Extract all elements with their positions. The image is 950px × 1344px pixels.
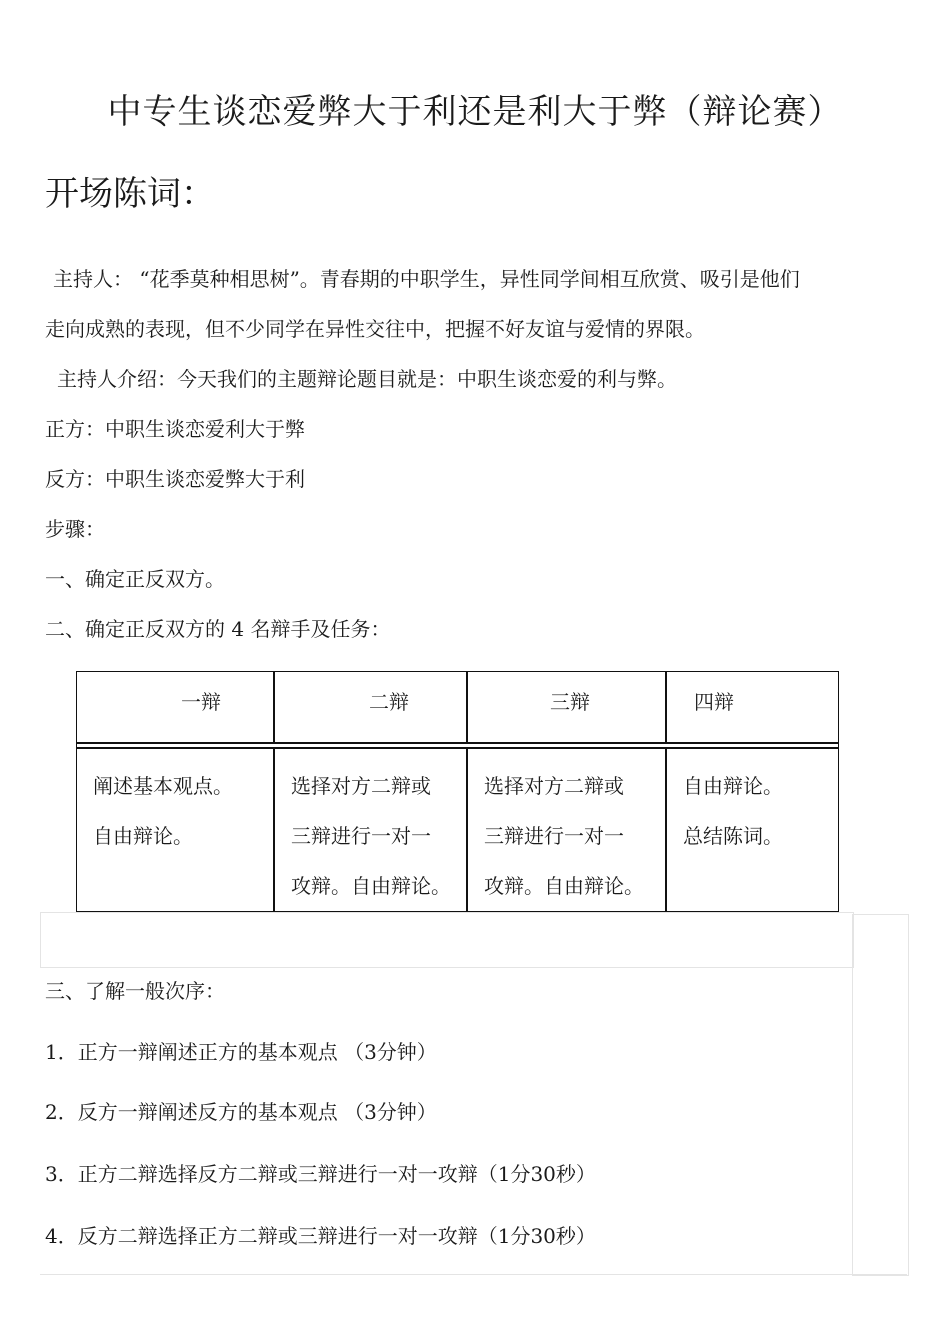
paragraph-host-intro: 主持人介绍：今天我们的主题辩论题目就是：中职生谈恋爱的利与弊。 — [57, 367, 677, 391]
task-line: 自由辩论。 — [683, 774, 783, 798]
task-line: 选择对方二辩或 — [484, 774, 624, 798]
header-third-debater: 三辩 — [550, 690, 590, 714]
section-heading-opening: 开场陈词： — [45, 174, 215, 214]
table-header-cell — [666, 671, 839, 743]
steps-label: 步骤： — [45, 517, 105, 541]
task-line: 三辩进行一对一 — [291, 824, 431, 848]
table-row — [76, 748, 839, 912]
table-cell — [274, 748, 467, 912]
order-item: 3．正方二辩选择反方二辩或三辩进行一对一攻辩（1分30秒） — [45, 1162, 596, 1186]
table-cell — [76, 748, 274, 912]
task-line: 自由辩论。 — [93, 824, 193, 848]
task-line: 攻辩。自由辩论。 — [484, 874, 644, 898]
task-line: 攻辩。自由辩论。 — [291, 874, 451, 898]
header-first-debater: 一辩 — [181, 690, 221, 714]
task-line: 总结陈词。 — [683, 824, 783, 848]
task-line: 选择对方二辩或 — [291, 774, 431, 798]
step-2: 二、确定正反双方的 4 名辩手及任务： — [45, 617, 391, 641]
faint-frame-right — [852, 914, 909, 1276]
order-item: 2．反方一辩阐述反方的基本观点 （3分钟） — [45, 1100, 437, 1124]
header-fourth-debater: 四辩 — [694, 690, 734, 714]
table-header-cell — [76, 671, 274, 743]
paragraph-affirmative: 正方：中职生谈恋爱利大于弊 — [45, 417, 305, 441]
table-cell — [467, 748, 666, 912]
faint-frame-upper — [40, 912, 854, 968]
table-header-row — [76, 671, 839, 743]
header-second-debater: 二辩 — [369, 690, 409, 714]
paragraph-negative: 反方：中职生谈恋爱弊大于利 — [45, 467, 305, 491]
table-header-cell — [467, 671, 666, 743]
task-line: 三辩进行一对一 — [484, 824, 624, 848]
faint-frame-bottom — [40, 1274, 907, 1275]
document-title: 中专生谈恋爱弊大于利还是利大于弊（辩论赛） — [107, 92, 843, 132]
order-label: 三、了解一般次序： — [45, 979, 225, 1003]
debaters-table — [76, 671, 839, 912]
step-1: 一、确定正反双方。 — [45, 567, 225, 591]
table-cell — [666, 748, 839, 912]
table-header-cell — [274, 671, 467, 743]
task-line: 阐述基本观点。 — [93, 774, 233, 798]
paragraph-host-line1: 主持人： “花季莫种相思树”。青春期的中职学生，异性同学间相互欣赏、吸引是他们 — [53, 267, 800, 291]
order-item: 1．正方一辩阐述正方的基本观点 （3分钟） — [45, 1040, 437, 1064]
order-item: 4．反方二辩选择正方二辩或三辩进行一对一攻辩（1分30秒） — [45, 1224, 596, 1248]
paragraph-host-line2: 走向成熟的表现，但不少同学在异性交往中，把握不好友谊与爱情的界限。 — [45, 317, 705, 341]
